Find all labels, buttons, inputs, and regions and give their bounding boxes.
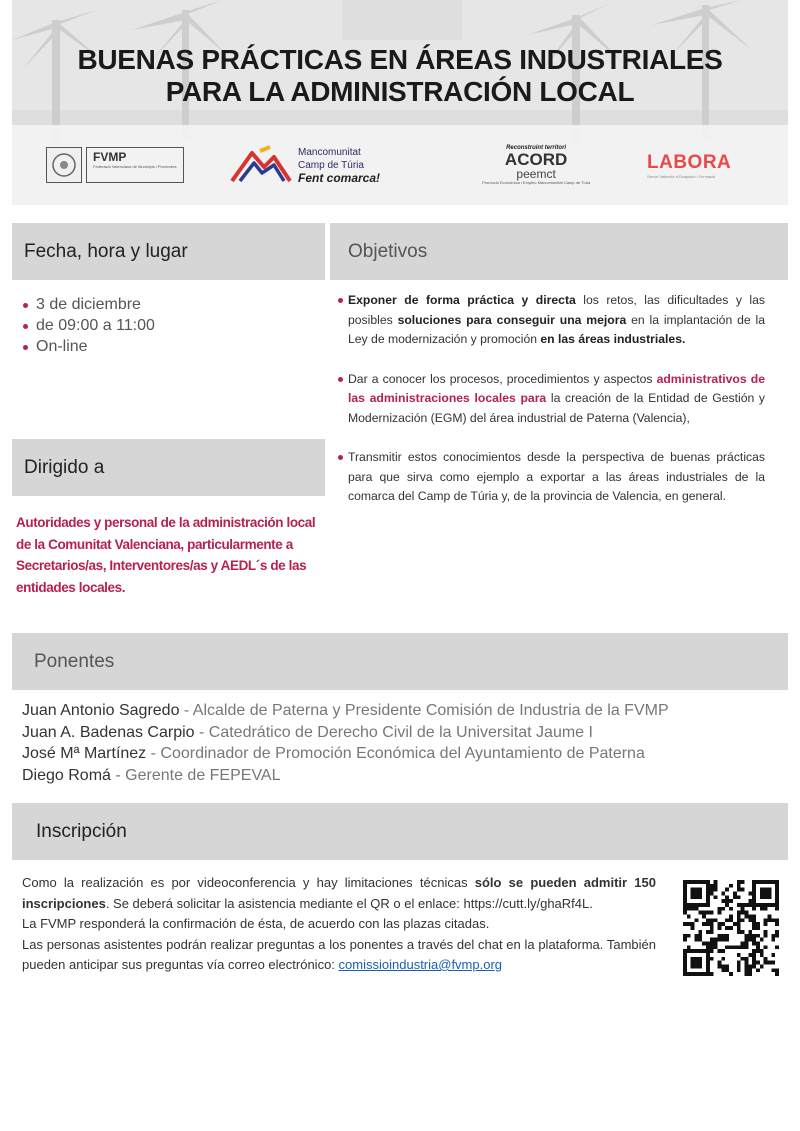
acord-caption: Promoció Econòmica i Empleo Mancomunitat Camp de Túria bbox=[482, 180, 591, 185]
mancomunitat-name-2: Camp de Túria bbox=[298, 159, 364, 171]
fvmp-name: FVMP bbox=[93, 150, 127, 164]
header-banner bbox=[12, 0, 788, 205]
objetivo-item-2 bbox=[337, 370, 765, 429]
page-title bbox=[12, 44, 788, 108]
objetivos-list bbox=[337, 291, 765, 527]
ponente-row bbox=[22, 743, 788, 765]
obj2-highlight: administrativos de las administraciones locales para bbox=[348, 371, 765, 405]
fecha-item-place: On-line bbox=[22, 336, 155, 357]
fvmp-logo bbox=[46, 135, 184, 195]
dirigido-text: Autoridades y personal de la administración local de la Comunitat Valenciana, particularmente a Secretarios/as, Interventores/as y AEDL´s de las entidades locales. bbox=[16, 515, 316, 595]
ponente-row bbox=[22, 700, 788, 722]
ponente-name: Juan A. Badenas Carpio bbox=[22, 723, 195, 741]
logos-strip bbox=[12, 135, 788, 195]
section-heading-inscripcion: Inscripción bbox=[12, 803, 788, 860]
mancomunitat-logo bbox=[230, 135, 380, 195]
ponente-role: - Catedrático de Derecho Civil de la Universitat Jaume I bbox=[194, 723, 593, 741]
ponente-name: José Mª Martínez bbox=[22, 745, 147, 762]
obj1-bold-1: Exponer de forma práctica y directa bbox=[348, 293, 576, 307]
ponente-name: Diego Romá bbox=[22, 766, 111, 784]
labora-name: LABORA bbox=[647, 151, 732, 173]
ins-p1-bold: sólo se pueden admitir 150 inscripciones bbox=[22, 875, 656, 911]
obj1-bold-2: soluciones para conseguir una mejora bbox=[397, 312, 627, 327]
inscripcion-paragraph-3 bbox=[22, 935, 656, 976]
section-heading-ponentes: Ponentes bbox=[12, 633, 788, 690]
ponentes-list bbox=[22, 700, 788, 786]
ins-p3: Las personas asistentes podrán realizar preguntas a los ponentes a través del chat en la plataforma. También pueden anticipar sus preguntas vía correo electrónico: bbox=[22, 936, 656, 972]
objetivo-item-3 bbox=[337, 448, 765, 507]
acord-name: ACORD bbox=[504, 150, 568, 169]
mancomunitat-mountains-icon bbox=[230, 145, 292, 185]
ins-p1-a: Como la realización es por videoconferencia y hay limitaciones técnicas bbox=[22, 875, 475, 890]
fvmp-emblem-icon bbox=[46, 147, 82, 183]
section-heading-fecha: Fecha, hora y lugar bbox=[12, 223, 325, 280]
labora-subtitle: Servei Valencià d'Ocupació i Formació bbox=[647, 173, 716, 179]
ponente-role: - Gerente de FEPEVAL bbox=[110, 766, 281, 784]
obj1-text-2: en la implantación de la Ley de modernización y promoción bbox=[348, 312, 765, 346]
mancomunitat-slogan: Fent comarca! bbox=[298, 170, 381, 185]
email-link[interactable]: comissioindustria@fvmp.org bbox=[338, 957, 503, 972]
section-heading-objetivos: Objetivos bbox=[330, 223, 788, 280]
obj3-text: Transmitir estos conocimientos desde la perspectiva de buenas prácticas para que sirva como ejemplo a exportar a las áreas industriales de la comarca del Camp de Túria y, de la provincia de Valencia, en general. bbox=[348, 450, 765, 503]
ins-p1-c: . Se deberá solicitar la asistencia mediante el QR o el enlace: https://cutt.ly/ghaRf4L. bbox=[105, 895, 593, 911]
ponente-role: - Coordinador de Promoción Económica del Ayuntamiento de Paterna bbox=[146, 745, 645, 762]
obj2-text-2: la creación de la Entidad de Gestión y Modernización (EGM) del área industrial de Paterna (Valencia), bbox=[348, 391, 766, 425]
objetivo-item-1 bbox=[337, 291, 765, 350]
ponente-row bbox=[22, 722, 788, 744]
ponente-row bbox=[22, 765, 788, 787]
mancomunitat-name-1: Mancomunitat bbox=[298, 146, 361, 158]
obj1-bold-3: en las áreas industriales. bbox=[540, 332, 686, 346]
acord-tagline: Reconstruint territori bbox=[506, 145, 567, 151]
ponente-role: - Alcalde de Paterna y Presidente Comisión de Industria de la FVMP bbox=[179, 702, 669, 719]
inscripcion-paragraph-2: La FVMP responderá la confirmación de ésta, de acuerdo con las plazas citadas. bbox=[22, 916, 490, 931]
title-line1-b: ÁREAS INDUSTRIALES bbox=[415, 44, 723, 75]
fvmp-subtitle: Federació Valenciana de Municipis i Províncies bbox=[93, 164, 177, 169]
labora-logo bbox=[647, 135, 731, 195]
fecha-item-time: de 09:00 a 11:00 bbox=[22, 315, 155, 336]
section-heading-dirigido: Dirigido a bbox=[12, 439, 325, 496]
acord-logo bbox=[482, 135, 590, 195]
title-line1-a: BUENAS PRÁCTICAS EN bbox=[77, 44, 416, 75]
fvmp-wordmark bbox=[86, 147, 184, 183]
fecha-item-date: 3 de diciembre bbox=[22, 294, 155, 315]
qr-code-image[interactable] bbox=[683, 880, 779, 976]
inscripcion-paragraph-1 bbox=[22, 873, 656, 914]
acord-subname: peemct bbox=[516, 167, 556, 181]
fecha-list bbox=[22, 294, 155, 357]
obj2-text-1: Dar a conocer los procesos, procedimientos y aspectos bbox=[348, 371, 657, 386]
ponente-name: Juan Antonio Sagredo bbox=[22, 702, 180, 719]
title-line2: PARA LA ADMINISTRACIÓN LOCAL bbox=[165, 76, 635, 107]
obj1-text-1: los retos, las dificultades y las posibles bbox=[348, 293, 765, 327]
inscripcion-text bbox=[22, 873, 656, 976]
